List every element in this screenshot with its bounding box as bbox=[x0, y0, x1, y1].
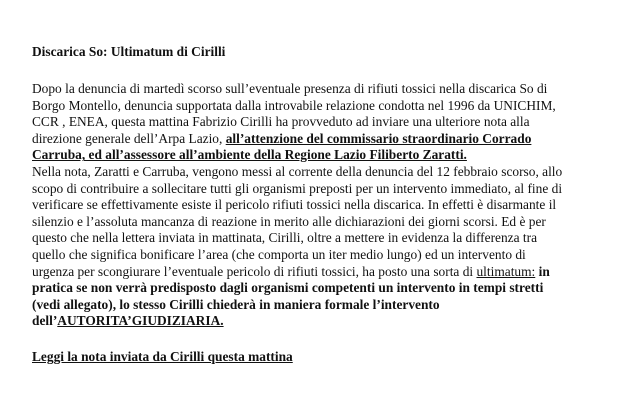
read-note-link[interactable]: Leggi la nota inviata da Cirilli questa mattina bbox=[32, 348, 293, 364]
article-body bbox=[32, 81, 598, 330]
body-line-15-text: dell’ bbox=[32, 313, 58, 329]
body-line-3: CCR , ENEA, questa mattina Fabrizio Cirilli ha provveduto ad inviare una ulteriore nota alla bbox=[32, 114, 530, 130]
body-line-11: quello che significa bonificare l’area (che comporta un iter medio lungo) ed un intervento di bbox=[32, 246, 526, 262]
body-line-12-emphasis: in bbox=[535, 263, 550, 279]
body-line-7: scopo di contribuire a sollecitare tutti gli organismi preposti per un intervento immediato, al fine di bbox=[32, 180, 563, 196]
body-line-12-text: urgenza per scongiurare l’eventuale pericolo di rifiuti tossici, ha posto una sorta di bbox=[32, 263, 477, 279]
body-line-6: Nella nota, Zaratti e Carruba, vengono messi al corrente della denuncia del 12 febbraio scorso, allo bbox=[32, 163, 563, 179]
article bbox=[32, 44, 598, 366]
article-title: Discarica So: Ultimatum di Cirilli bbox=[32, 44, 226, 59]
body-line-4-text: direzione generale dell’Arpa Lazio, bbox=[32, 130, 226, 146]
body-line-14-emphasis: (vedi allegato), lo stesso Cirilli chiederà in maniera formale l’intervento bbox=[32, 296, 440, 312]
body-line-15 bbox=[32, 313, 598, 330]
body-line-1: Dopo la denuncia di martedì scorso sull’eventuale presenza di rifiuti tossici nella discarica So di bbox=[32, 81, 548, 96]
autorita-giudiziaria: AUTORITA’GIUDIZIARIA. bbox=[57, 313, 224, 329]
body-line-5-emphasis: Carruba, ed all’assessore all’ambiente della Regione Lazio Filiberto Zaratti. bbox=[32, 147, 467, 163]
body-line-9: silenzio e l’assoluta mancanza di reazione in merito alle dichiarazioni dei giorni scorsi. Ed è per bbox=[32, 213, 546, 229]
ultimatum-word: ultimatum: bbox=[476, 263, 536, 279]
body-line-10: questo che nella lettera inviata in mattinata, Cirilli, oltre a mettere in evidenza la differenza tra bbox=[32, 230, 538, 246]
body-line-2: Borgo Montello, denuncia supportata dalla introvabile relazione condotta nel 1996 da UNICHIM, bbox=[32, 97, 556, 113]
body-line-4-emphasis: all’attenzione del commissario straordinario Corrado bbox=[225, 130, 532, 146]
body-line-13-emphasis: pratica se non verrà predisposto dagli organismi competenti un intervento in tempi stretti bbox=[32, 280, 544, 296]
body-line-4 bbox=[32, 131, 598, 148]
body-line-12 bbox=[32, 264, 598, 281]
body-line-8: verificare se effettivamente esiste il pericolo rifiuti tossici nella discarica. In effetti è disarmante il bbox=[32, 197, 557, 213]
